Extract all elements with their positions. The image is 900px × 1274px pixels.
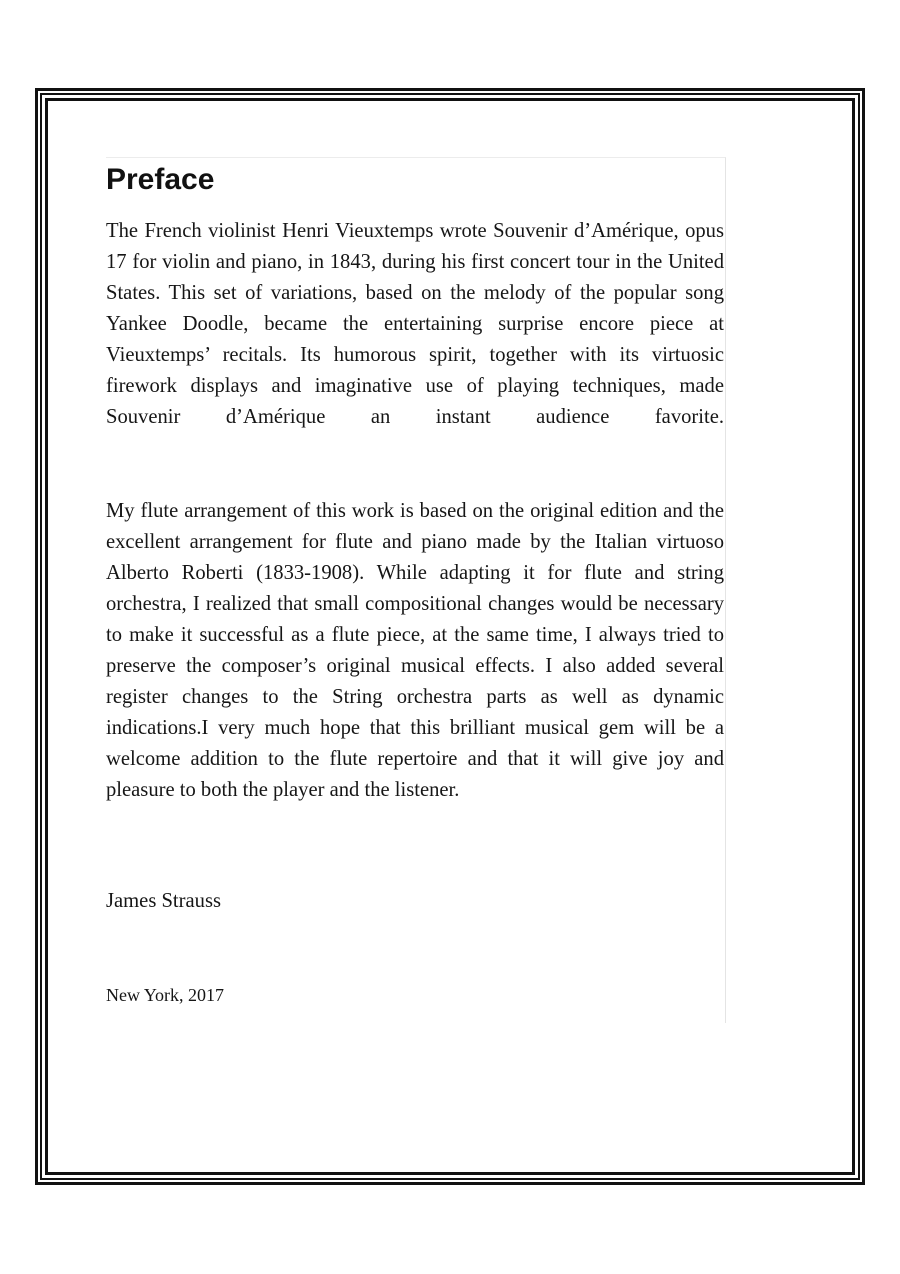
paragraph-2: My flute arrangement of this work is based on the original edition and the excellent arrangement for flute and piano made by the Italian virtuoso Alberto Roberti (1833-1908). While adapting it for flute and string orchestra, I realized that small compositional changes would be necessary to make it successful as a flute piece, at the same time, I always tried to preserve the composer’s original musical effects. I also added several register changes to the String orchestra parts as well as dynamic indications.I very much hope that this brilliant musical gem will be a welcome addition to the flute repertoire and that it will give joy and pleasure to both the player and the listener. [106,500,724,801]
place-date: New York, 2017 [106,985,225,1005]
page-title: Preface [106,163,215,196]
preface-content [106,157,726,1023]
author-signature: James Strauss [106,890,221,912]
paragraph-1: The French violinist Henri Vieuxtemps wrote Souvenir d’Amérique, opus 17 for violin and piano, in 1843, during his first concert tour in the United States. This set of variations, based on the melody of the popular song Yankee Doodle, became the entertaining surprise encore piece at Vieuxtemps’ recitals. Its humorous spirit, together with its virtuosic firework displays and imaginative use of playing techniques, made Souvenir d’Amérique an instant audience favorite. [106,220,724,428]
